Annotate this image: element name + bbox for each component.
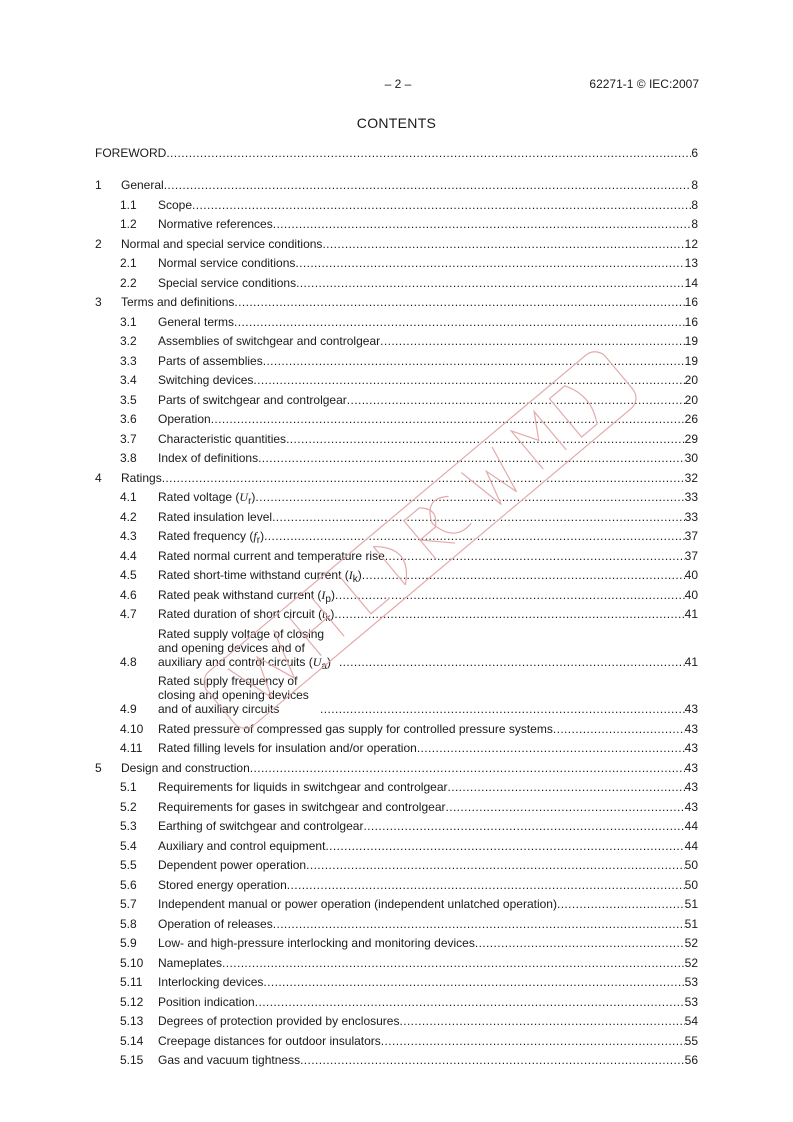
toc-entry-label bbox=[158, 741, 417, 755]
toc-entry-number: 4 bbox=[95, 470, 102, 485]
toc-entry-number: 5.9 bbox=[120, 936, 137, 950]
toc-entry-number: 5.2 bbox=[120, 799, 137, 814]
toc-entry-label bbox=[158, 878, 287, 892]
toc-entry-number: 1.2 bbox=[120, 217, 137, 231]
toc-entry-page: 29 bbox=[684, 431, 698, 446]
toc-entry-page: 40 bbox=[684, 568, 698, 582]
dot-leader bbox=[300, 1053, 685, 1067]
dot-leader bbox=[380, 334, 685, 348]
toc-entry-label bbox=[158, 917, 273, 931]
toc-entry-label bbox=[158, 315, 234, 329]
toc-entry-number: 5.6 bbox=[120, 877, 137, 892]
toc-entry[interactable] bbox=[95, 936, 698, 950]
toc-entry-page: 50 bbox=[684, 877, 698, 892]
toc-entry-text: Terms and definitions bbox=[121, 295, 235, 309]
toc-entry-label bbox=[158, 975, 263, 989]
toc-entry-text: Earthing of switchgear and controlgear bbox=[158, 819, 364, 833]
dot-leader bbox=[286, 432, 685, 446]
toc-entry-number: 4.6 bbox=[120, 587, 137, 602]
toc-entry[interactable] bbox=[95, 315, 698, 329]
toc-entry-text: Ratings bbox=[121, 470, 162, 485]
toc-entry-text: Requirements for liquids in switchgear and controlgear bbox=[158, 780, 448, 794]
dot-leader bbox=[162, 471, 685, 485]
dot-leader bbox=[381, 1034, 685, 1048]
toc-entry[interactable] bbox=[95, 529, 698, 546]
toc-entry-symbol: U bbox=[312, 654, 322, 669]
toc-entry-subscript: k bbox=[325, 613, 331, 624]
dot-leader bbox=[385, 549, 685, 563]
toc-entry-number: 3.7 bbox=[120, 431, 137, 446]
toc-entry-number: 5.12 bbox=[120, 994, 144, 1009]
toc-entry-label bbox=[158, 334, 380, 348]
toc-entry-number: 4.5 bbox=[120, 568, 137, 582]
toc-entry-label bbox=[158, 568, 362, 585]
toc-entry-label bbox=[158, 819, 363, 833]
dot-leader bbox=[322, 237, 684, 251]
toc-entry-number: 5.7 bbox=[120, 897, 137, 911]
toc-entry-subscript: p bbox=[325, 593, 331, 605]
toc-entry-label bbox=[158, 607, 335, 624]
toc-entry-text: Nameplates bbox=[158, 955, 223, 970]
toc-entry-text: Scope bbox=[158, 197, 193, 212]
dot-leader bbox=[234, 315, 685, 329]
toc-entry-symbol: U bbox=[239, 490, 249, 504]
toc-entry-page: 37 bbox=[684, 529, 698, 543]
toc-entry[interactable] bbox=[95, 897, 698, 911]
toc-entry-page: 20 bbox=[684, 373, 698, 387]
toc-entry-symbol: I bbox=[348, 568, 353, 582]
toc-entry-subscript: k bbox=[352, 574, 358, 585]
toc-entry-label bbox=[158, 858, 306, 872]
toc-entry-text: Auxiliary and control equipment bbox=[158, 838, 326, 853]
toc-entry-text: Rated pressure of compressed gas supply for controlled pressure systems bbox=[158, 721, 553, 736]
toc-entry-label bbox=[121, 471, 162, 485]
toc-entry-text-tail: ) bbox=[330, 607, 335, 621]
toc-entry-page: 51 bbox=[684, 897, 698, 911]
toc-entry-subscript: r bbox=[248, 496, 252, 507]
toc-entry-number: 5.14 bbox=[120, 1033, 144, 1048]
toc-entry[interactable] bbox=[95, 607, 698, 624]
toc-entry-page: 19 bbox=[684, 334, 698, 348]
toc-entry[interactable] bbox=[95, 295, 698, 309]
toc-entry-text: Degrees of protection provided by enclosures bbox=[158, 1014, 400, 1028]
toc-entry-label bbox=[158, 995, 255, 1009]
dot-leader bbox=[166, 146, 691, 160]
toc-entry[interactable] bbox=[95, 471, 698, 485]
toc-entry-number: 3.2 bbox=[120, 334, 137, 348]
dot-leader bbox=[363, 819, 684, 833]
toc-entry-label bbox=[158, 626, 339, 672]
toc-entry-label bbox=[158, 354, 263, 368]
toc-entry[interactable] bbox=[95, 800, 698, 814]
toc-entry-label bbox=[121, 295, 234, 309]
toc-entry-page: 43 bbox=[684, 741, 698, 755]
toc-entry-label bbox=[158, 198, 192, 212]
toc-entry[interactable] bbox=[95, 146, 698, 160]
toc-entry-text: Rated insulation level bbox=[158, 509, 273, 524]
toc-entry-label bbox=[158, 529, 265, 546]
dot-leader bbox=[211, 412, 685, 426]
toc-entry-page: 53 bbox=[684, 975, 698, 989]
dot-leader bbox=[557, 897, 685, 911]
toc-entry-text: Parts of switchgear and controlgear bbox=[158, 392, 347, 407]
toc-entry-page: 44 bbox=[684, 838, 698, 853]
toc-entry-symbol: I bbox=[321, 587, 326, 602]
toc-entry-text: Rated duration of short circuit ( bbox=[158, 607, 323, 621]
toc-entry-page: 51 bbox=[684, 916, 698, 931]
toc-entry-text: Rated filling levels for insulation and/or operation bbox=[158, 741, 417, 755]
dot-leader bbox=[264, 529, 685, 543]
toc-entry-text: Normal and special service conditions bbox=[121, 236, 323, 251]
toc-entry[interactable] bbox=[95, 975, 698, 989]
toc-entry[interactable] bbox=[95, 819, 698, 833]
dot-leader bbox=[263, 354, 685, 368]
toc-entry-text: Requirements for gases in switchgear and controlgear bbox=[158, 799, 446, 814]
toc-entry-page: 26 bbox=[684, 412, 698, 426]
dot-leader bbox=[445, 800, 684, 814]
dot-leader bbox=[320, 702, 685, 716]
toc-entry-number: 3.1 bbox=[120, 314, 137, 329]
toc-entry-label bbox=[158, 1053, 300, 1067]
toc-entry[interactable] bbox=[95, 587, 698, 605]
toc-entry[interactable] bbox=[95, 858, 698, 872]
toc-entry-page: 43 bbox=[684, 760, 698, 775]
toc-entry-page: 50 bbox=[684, 858, 698, 872]
toc-entry[interactable] bbox=[95, 510, 698, 524]
toc-entry-number: 1 bbox=[95, 178, 102, 192]
toc-entry[interactable] bbox=[95, 432, 698, 446]
dot-leader bbox=[417, 741, 685, 755]
dot-leader bbox=[399, 1014, 684, 1028]
toc-entry-text: Stored energy operation bbox=[158, 877, 287, 892]
toc-entry-page: 32 bbox=[684, 470, 698, 485]
toc-entry-text: Rated short-time withstand current ( bbox=[158, 568, 349, 582]
toc-entry-text-tail: ) bbox=[357, 568, 362, 582]
toc-entry-number: 5.11 bbox=[120, 975, 143, 989]
toc-entry[interactable] bbox=[95, 334, 698, 348]
toc-entry-page: 53 bbox=[684, 994, 698, 1009]
toc-entry-symbol: f bbox=[253, 529, 257, 543]
toc-entry-text: Low- and high-pressure interlocking and monitoring devices bbox=[158, 936, 475, 950]
toc-entry-page: 52 bbox=[684, 955, 698, 970]
toc-entry-page: 55 bbox=[684, 1033, 698, 1048]
toc-entry-label bbox=[121, 761, 250, 775]
toc-entry-label bbox=[158, 956, 222, 970]
dot-leader bbox=[255, 490, 684, 504]
toc-entry-number: 4.1 bbox=[120, 490, 137, 504]
toc-entry[interactable] bbox=[95, 626, 698, 672]
toc-entry-text: Creepage distances for outdoor insulators bbox=[158, 1033, 381, 1048]
toc-entry[interactable] bbox=[95, 761, 698, 775]
toc-entry-page: 8 bbox=[691, 217, 698, 231]
dot-leader bbox=[272, 510, 685, 524]
toc-entry-number: 4.7 bbox=[120, 607, 137, 621]
toc-entry-page: 19 bbox=[684, 353, 698, 368]
toc-entry-text: Rated voltage ( bbox=[158, 490, 240, 504]
toc-entry[interactable] bbox=[95, 1034, 698, 1048]
toc-entry-page: 8 bbox=[691, 197, 698, 212]
toc-entry-number: 3.3 bbox=[120, 353, 137, 368]
toc-entry-label bbox=[158, 256, 295, 270]
toc-entry[interactable] bbox=[95, 276, 698, 290]
toc-entry[interactable] bbox=[95, 412, 698, 426]
toc-entry-page: 43 bbox=[684, 780, 698, 794]
toc-entry-text: Gas and vacuum tightness bbox=[158, 1053, 301, 1067]
toc-entry[interactable] bbox=[95, 878, 698, 892]
toc-entry-text-tail: ) bbox=[326, 654, 331, 669]
toc-entry-text: Normative references bbox=[158, 217, 273, 231]
toc-entry-number: 5.8 bbox=[120, 916, 137, 931]
toc-entry-text: Design and construction bbox=[121, 760, 250, 775]
toc-entry-number: 5 bbox=[95, 760, 102, 775]
toc-entry-label bbox=[158, 217, 273, 231]
table-of-contents bbox=[95, 146, 698, 1073]
toc-entry-page: 12 bbox=[684, 236, 698, 251]
dot-leader bbox=[306, 858, 685, 872]
toc-entry-number: 3 bbox=[95, 295, 102, 309]
dot-leader bbox=[192, 198, 691, 212]
toc-entry[interactable] bbox=[95, 549, 698, 563]
toc-entry-label bbox=[158, 800, 445, 814]
dot-leader bbox=[164, 178, 692, 192]
dot-leader bbox=[255, 995, 685, 1009]
toc-entry-subscript: a bbox=[321, 660, 327, 672]
toc-entry-label bbox=[158, 412, 211, 426]
document-reference: 62271-1 © IEC:2007 bbox=[589, 77, 699, 91]
toc-entry-page: 43 bbox=[684, 702, 698, 716]
dot-leader bbox=[335, 588, 685, 602]
toc-entry-text-tail: ) bbox=[251, 490, 256, 504]
dot-leader bbox=[253, 373, 684, 387]
toc-entry-number: 5.13 bbox=[120, 1014, 144, 1028]
toc-entry[interactable] bbox=[95, 917, 698, 931]
toc-entry-label bbox=[158, 373, 253, 387]
toc-entry-text: Rated supply voltage of closing and opening devices and of auxiliary and control circuits ( bbox=[158, 626, 325, 669]
toc-entry-number: 4.9 bbox=[120, 702, 137, 716]
dot-leader bbox=[447, 780, 684, 794]
toc-entry-label bbox=[95, 146, 166, 160]
toc-entry-page: 30 bbox=[684, 451, 698, 465]
toc-entry[interactable] bbox=[95, 568, 698, 585]
dot-leader bbox=[234, 295, 684, 309]
toc-entry-label bbox=[121, 237, 322, 251]
toc-entry-number: 4.10 bbox=[120, 721, 144, 736]
toc-entry-text: Parts of assemblies bbox=[158, 353, 263, 368]
toc-entry-number: 5.3 bbox=[120, 819, 137, 833]
dot-leader bbox=[250, 761, 685, 775]
toc-entry-number: 4.3 bbox=[120, 529, 137, 543]
toc-entry-text-tail: ) bbox=[260, 529, 265, 543]
toc-entry-page: 40 bbox=[684, 587, 698, 602]
toc-entry[interactable] bbox=[95, 256, 698, 270]
dot-leader bbox=[287, 878, 685, 892]
toc-entry-page: 41 bbox=[684, 654, 698, 669]
toc-entry-page: 16 bbox=[684, 314, 698, 329]
contents-title: CONTENTS bbox=[356, 115, 437, 131]
toc-entry[interactable] bbox=[95, 674, 698, 716]
toc-entry-label bbox=[158, 1034, 381, 1048]
toc-entry-page: 13 bbox=[684, 256, 698, 270]
dot-leader bbox=[362, 568, 685, 582]
toc-entry-text: Rated supply frequency of closing and opening devices and of auxiliary circuits bbox=[158, 674, 309, 716]
toc-entry[interactable] bbox=[95, 956, 698, 970]
dot-leader bbox=[553, 722, 685, 736]
dot-leader bbox=[295, 256, 684, 270]
toc-entry-text: Rated peak withstand current ( bbox=[158, 587, 322, 602]
toc-entry-text: Index of definitions bbox=[158, 451, 259, 465]
toc-entry-label bbox=[158, 549, 385, 563]
toc-entry-number: 4.11 bbox=[120, 741, 143, 755]
toc-entry-label bbox=[158, 1014, 399, 1028]
toc-entry-label bbox=[158, 936, 475, 950]
toc-entry-page: 33 bbox=[684, 490, 698, 504]
toc-entry-label bbox=[158, 897, 557, 911]
toc-entry[interactable] bbox=[95, 995, 698, 1009]
toc-entry-label bbox=[158, 587, 335, 605]
dot-leader bbox=[296, 276, 685, 290]
toc-entry-text: Assemblies of switchgear and controlgear bbox=[158, 334, 381, 348]
toc-entry-number: 5.15 bbox=[120, 1053, 144, 1067]
toc-entry[interactable] bbox=[95, 217, 698, 231]
toc-entry[interactable] bbox=[95, 722, 698, 736]
toc-entry-text: General terms bbox=[158, 314, 235, 329]
toc-entry[interactable] bbox=[95, 1014, 698, 1028]
toc-entry-subscript: r bbox=[256, 535, 261, 546]
toc-entry-number: 3.5 bbox=[120, 392, 137, 407]
toc-entry-text: Position indication bbox=[158, 994, 255, 1009]
toc-entry-number: 2.2 bbox=[120, 275, 137, 290]
toc-entry-number: 3.6 bbox=[120, 412, 137, 426]
toc-entry-text: Independent manual or power operation (independent unlatched operation) bbox=[158, 897, 557, 911]
toc-entry[interactable] bbox=[95, 354, 698, 368]
toc-entry-label bbox=[158, 451, 258, 465]
toc-entry-page: 52 bbox=[684, 936, 698, 950]
toc-entry-text: FOREWORD bbox=[95, 146, 167, 160]
toc-entry-number: 3.8 bbox=[120, 451, 137, 465]
dot-leader bbox=[339, 655, 685, 669]
toc-entry-label bbox=[158, 276, 296, 290]
toc-entry-page: 6 bbox=[691, 146, 698, 160]
toc-entry-page: 8 bbox=[691, 178, 698, 192]
dot-leader bbox=[273, 217, 692, 231]
toc-entry-number: 5.4 bbox=[120, 838, 137, 853]
toc-entry-text: Switching devices bbox=[158, 373, 254, 387]
toc-entry-number: 2 bbox=[95, 236, 102, 251]
toc-entry-page: 44 bbox=[684, 819, 698, 833]
toc-entry-page: 33 bbox=[684, 509, 698, 524]
toc-entry[interactable] bbox=[95, 373, 698, 387]
toc-entry[interactable] bbox=[95, 839, 698, 853]
toc-entry-text: Rated frequency ( bbox=[158, 529, 254, 543]
toc-entry-page: 16 bbox=[684, 295, 698, 309]
toc-entry-page: 43 bbox=[684, 799, 698, 814]
page-number: – 2 – bbox=[384, 77, 412, 91]
toc-entry[interactable] bbox=[95, 741, 698, 755]
toc-entry-text-tail: ) bbox=[330, 587, 335, 602]
toc-entry-label bbox=[158, 490, 256, 507]
toc-entry-label bbox=[158, 722, 553, 736]
toc-entry-label bbox=[158, 674, 320, 716]
dot-leader bbox=[258, 451, 685, 465]
toc-entry-text: General bbox=[121, 178, 164, 192]
toc-entry[interactable] bbox=[95, 780, 698, 794]
toc-entry-symbol: t bbox=[322, 607, 326, 621]
toc-entry-number: 4.8 bbox=[120, 654, 137, 669]
toc-entry-text: Dependent power operation bbox=[158, 858, 307, 872]
toc-entry-number: 4.2 bbox=[120, 509, 137, 524]
dot-leader bbox=[475, 936, 685, 950]
toc-entry-page: 43 bbox=[684, 721, 698, 736]
toc-entry-number: 4.4 bbox=[120, 548, 137, 563]
toc-entry-number: 5.10 bbox=[120, 955, 144, 970]
toc-entry[interactable] bbox=[95, 393, 698, 407]
toc-entry-text: Normal service conditions bbox=[158, 256, 296, 270]
toc-entry-text: Operation bbox=[158, 412, 211, 426]
toc-entry[interactable] bbox=[95, 178, 698, 192]
toc-entry-number: 1.1 bbox=[120, 197, 137, 212]
toc-entry-page: 14 bbox=[684, 275, 698, 290]
toc-entry-text: Characteristic quantities bbox=[158, 431, 287, 446]
toc-entry[interactable] bbox=[95, 1053, 698, 1067]
toc-entry-label bbox=[158, 780, 447, 794]
toc-entry[interactable] bbox=[95, 237, 698, 251]
dot-leader bbox=[325, 839, 684, 853]
toc-entry-number: 5.1 bbox=[120, 780, 137, 794]
toc-entry[interactable] bbox=[95, 198, 698, 212]
toc-entry-page: 54 bbox=[684, 1014, 698, 1028]
dot-leader bbox=[263, 975, 684, 989]
toc-entry-page: 41 bbox=[684, 607, 698, 621]
toc-entry[interactable] bbox=[95, 451, 698, 465]
toc-entry-page: 20 bbox=[684, 392, 698, 407]
toc-entry-label bbox=[158, 432, 286, 446]
dot-leader bbox=[334, 607, 684, 621]
toc-entry-page: 56 bbox=[684, 1053, 698, 1067]
toc-entry-label bbox=[158, 839, 325, 853]
toc-entry-number: 5.5 bbox=[120, 858, 137, 872]
toc-entry-label bbox=[121, 178, 164, 192]
dot-leader bbox=[347, 393, 685, 407]
toc-entry-text: Rated normal current and temperature rise bbox=[158, 548, 385, 563]
toc-entry[interactable] bbox=[95, 490, 698, 507]
dot-leader bbox=[273, 917, 685, 931]
toc-entry-number: 3.4 bbox=[120, 373, 137, 387]
toc-entry-label bbox=[158, 510, 272, 524]
toc-entry-label bbox=[158, 393, 347, 407]
toc-entry-text: Special service conditions bbox=[158, 275, 297, 290]
toc-entry-text: Operation of releases bbox=[158, 916, 273, 931]
toc-entry-page: 37 bbox=[684, 548, 698, 563]
toc-entry-text: Interlocking devices bbox=[158, 975, 264, 989]
toc-entry-number: 2.1 bbox=[120, 256, 137, 270]
dot-leader bbox=[222, 956, 685, 970]
